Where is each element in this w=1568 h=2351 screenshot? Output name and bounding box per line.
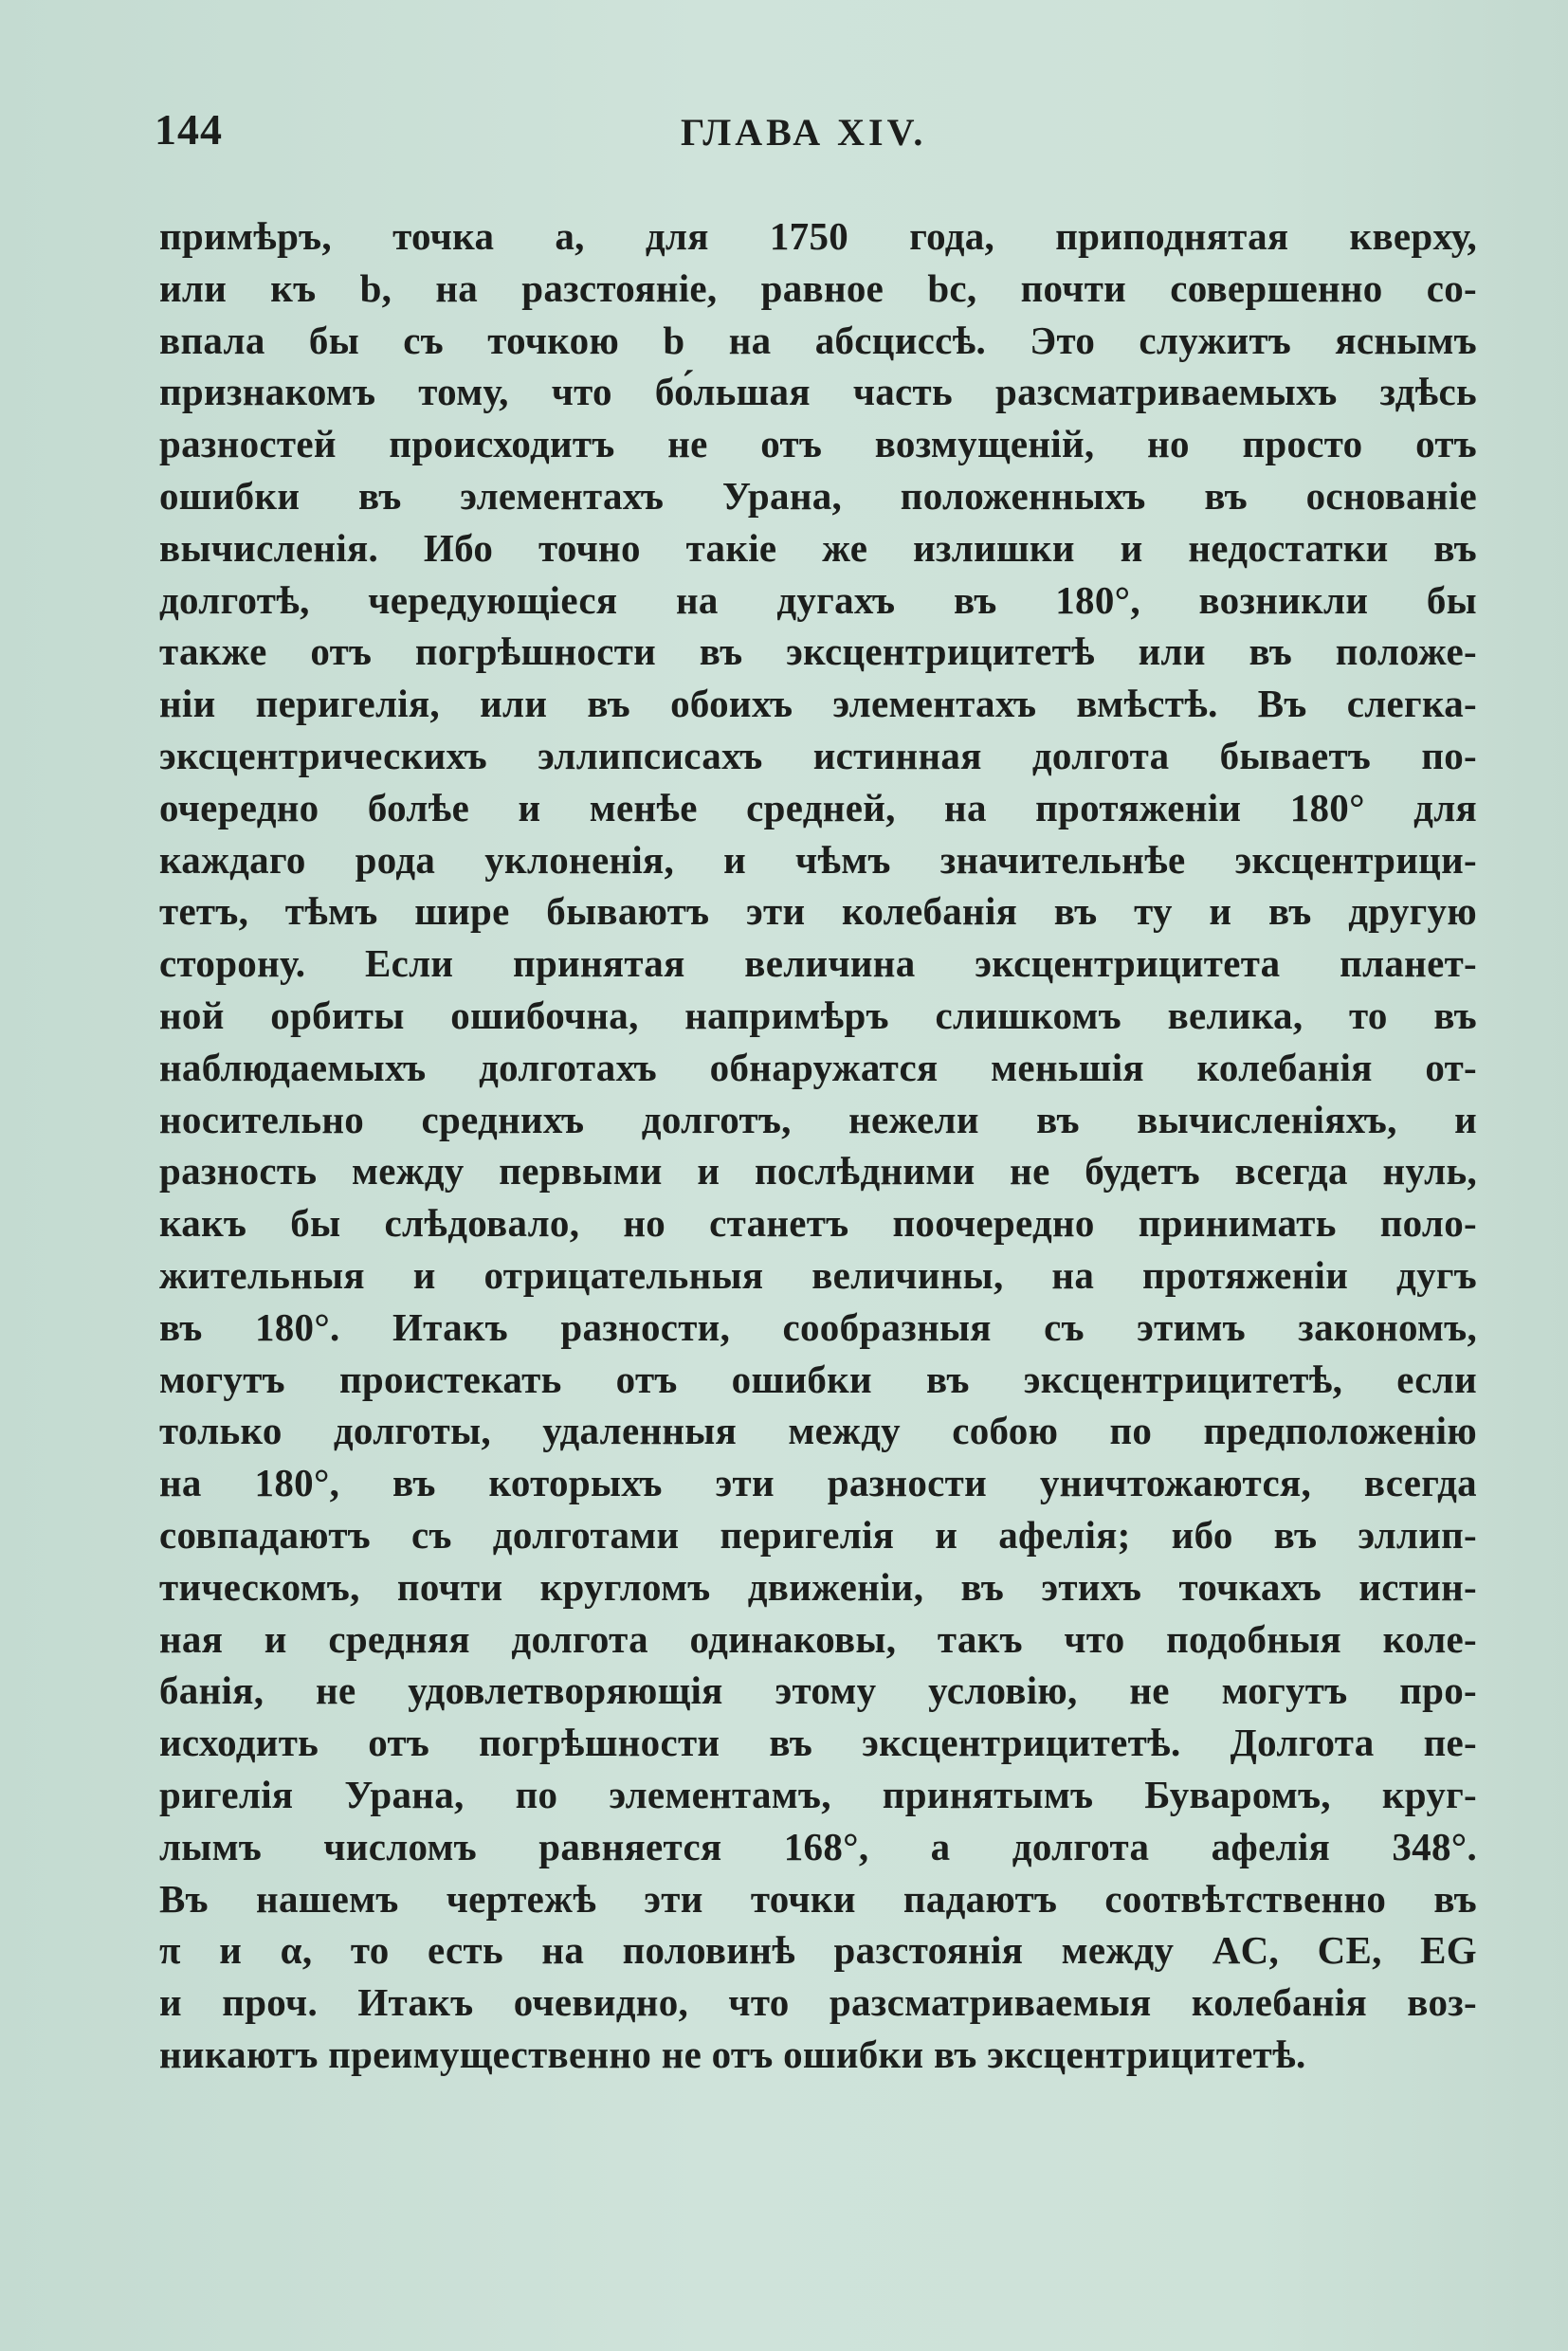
page-header: [155, 104, 1482, 161]
text-line: какъ бы слѣдовало, но станетъ поочередно принимать поло-: [159, 1201, 1477, 1246]
text-line: ніи перигелія, или въ обоихъ элементахъ вмѣстѣ. Въ слегка-: [159, 682, 1477, 726]
text-line: банія, не удовлетворяющія этому условію, не могутъ про-: [159, 1668, 1477, 1713]
text-line: ная и средняя долгота одинаковы, такъ что подобныя коле-: [159, 1616, 1477, 1661]
text-line: жительныя и отрицательныя величины, на протяженіи дугъ: [159, 1252, 1477, 1297]
text-line: долготѣ, чередующіеся на дугахъ въ 180°, возникли бы: [159, 577, 1477, 622]
text-line: никаютъ преимущественно не отъ ошибки въ эксцентрицитетѣ.: [159, 2032, 1306, 2076]
text-line: разность между первыми и послѣдними не будетъ всегда нуль,: [159, 1149, 1477, 1194]
text-line: тическомъ, почти кругломъ движеніи, въ этихъ точкахъ истин-: [159, 1564, 1477, 1609]
text-line: также отъ погрѣшности въ эксцентрицитетѣ или въ положе-: [159, 629, 1477, 674]
text-line: каждаго рода уклоненія, и чѣмъ значительнѣе эксцентрици-: [159, 837, 1477, 882]
text-line: признакомъ тому, что бо́льшая часть разсматриваемыхъ здѣсь: [159, 370, 1477, 414]
text-line: или къ b, на разстояніе, равное bc, почти совершенно со-: [159, 265, 1477, 310]
text-line: въ 180°. Итакъ разности, сообразныя съ этимъ закономъ,: [159, 1304, 1477, 1349]
text-line: Въ нашемъ чертежѣ эти точки падаютъ соотвѣтственно въ: [159, 1876, 1477, 1921]
text-line: сторону. Если принятая величина эксцентрицитета планет-: [159, 941, 1477, 986]
text-line: только долготы, удаленныя между собою по предположенію: [159, 1409, 1477, 1453]
text-line: эксцентрическихъ эллипсисахъ истинная долгота бываетъ по-: [159, 733, 1477, 777]
text-line: и проч. Итакъ очевидно, что разсматриваемыя колебанія воз-: [159, 1980, 1477, 2025]
text-line: тетъ, тѣмъ шире бываютъ эти колебанія въ ту и въ другую: [159, 889, 1477, 934]
text-line: ригелія Урана, по элементамъ, принятымъ Буваромъ, круг-: [159, 1772, 1477, 1816]
text-line: лымъ числомъ равняется 168°, а долгота афелія 348°.: [159, 1824, 1477, 1868]
text-line: π и α, то есть на половинѣ разстоянія между AC, CE, EG: [159, 1928, 1477, 1973]
running-head: ГЛАВА XIV.: [681, 111, 927, 154]
text-line: разностей происходитъ не отъ возмущеній, но просто отъ: [159, 422, 1477, 466]
text-line: могутъ проистекать отъ ошибки въ эксцентрицитетѣ, если: [159, 1357, 1477, 1401]
body-text: [159, 210, 1477, 2081]
page-number: 144: [155, 105, 223, 154]
text-line: на 180°, въ которыхъ эти разности уничтожаются, всегда: [159, 1461, 1477, 1505]
text-line: ной орбиты ошибочна, напримѣръ слишкомъ велика, то въ: [159, 993, 1477, 1037]
text-line: совпадаютъ съ долготами перигелія и афелія; ибо въ эллип-: [159, 1512, 1477, 1557]
text-line: исходить отъ погрѣшности въ эксцентрицитетѣ. Долгота пе-: [159, 1721, 1477, 1765]
text-line: ошибки въ элементахъ Урана, положенныхъ въ основаніе: [159, 473, 1477, 518]
text-line: наблюдаемыхъ долготахъ обнаружатся меньшія колебанія от-: [159, 1045, 1477, 1089]
text-line: носительно среднихъ долготъ, нежели въ вычисленіяхъ, и: [159, 1097, 1477, 1141]
text-line: очередно болѣе и менѣе средней, на протяженіи 180° для: [159, 785, 1477, 829]
text-line: вычисленія. Ибо точно такіе же излишки и недостатки въ: [159, 525, 1477, 570]
text-line: впала бы съ точкою b на абсциссѣ. Это служитъ яснымъ: [159, 318, 1477, 362]
text-line: примѣръ, точка a, для 1750 года, приподнятая кверху,: [159, 214, 1477, 258]
